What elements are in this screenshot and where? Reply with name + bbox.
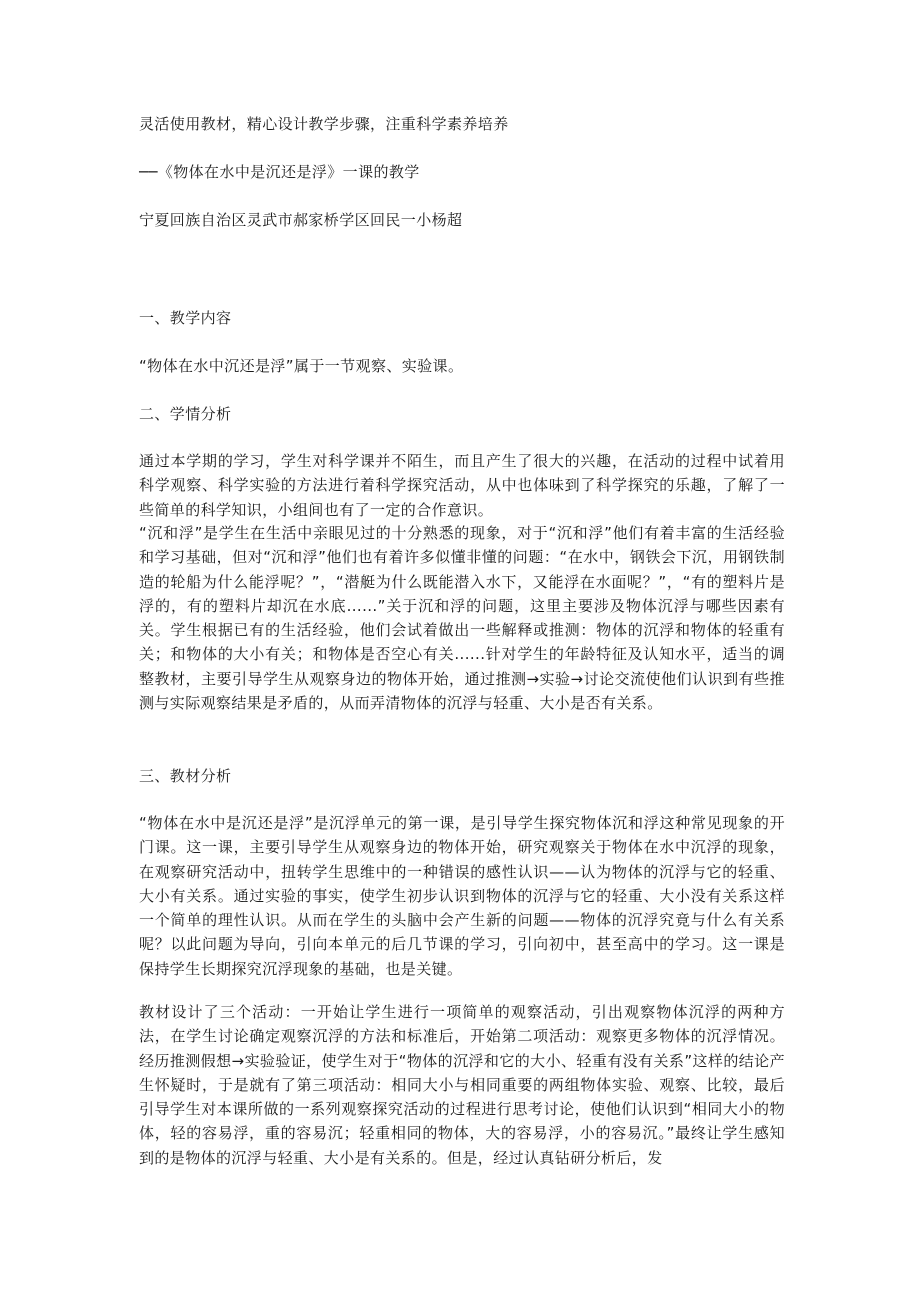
paragraph-material-analysis-1: “物体在水中是沉还是浮”是沉浮单元的第一课，是引导学生探究物体沉和浮这种常见现象的开门课。这一课，主要引导学生从观察身边的物体开始，研究观察关于物体在水中沉浮的现象，在观察研究活动中，扭转学生思维中的一种错误的感性认识——认为物体的沉浮与它的轻重、大小有关系。通过实验的事实，使学生初步认识到物体的沉浮与它的轻重、大小没有关系这样一个简单的理性认识。从而在学生的头脑中会产生新的问题——物体的沉浮究竟与什么有关系呢？以此问题为导向，引向本单元的后几节课的学习，引向初中，甚至高中的学习。这一课是保持学生长期探究沉浮现象的基础，也是关键。 [139, 814, 785, 978]
section-heading-material-analysis: 三、教材分析 [139, 767, 232, 785]
section-heading-learner-analysis: 二、学情分析 [139, 405, 232, 423]
document-author: 宁夏回族自治区灵武市郝家桥学区回民一小杨超 [139, 211, 463, 229]
paragraph-material-analysis-2: 教材设计了三个活动：一开始让学生进行一项简单的观察活动，引出观察物体沉浮的两种方法，在学生讨论确定观察沉浮的方法和标准后，开始第二项活动：观察更多物体的沉浮情况。经历推测假想→实验验证，使学生对于“物体的沉浮和它的大小、轻重有没有关系”这样的结论产生怀疑时，于是就有了第三项活动：相同大小与相同重要的两组物体实验、观察、比较，最后引导学生对本课所做的一系列观察探究活动的过程进行思考讨论，使他们认识到“相同大小的物体，轻的容易浮，重的容易沉；轻重相同的物体，大的容易浮，小的容易沉。”最终让学生感知到的是物体的沉浮与轻重、大小是有关系的。但是，经过认真钻研分析后，发 [139, 1003, 785, 1167]
paragraph-learner-analysis-1: 通过本学期的学习，学生对科学课并不陌生，而且产生了很大的兴趣，在活动的过程中试着用科学观察、科学实验的方法进行着科学探究活动，从中也体味到了科学探究的乐趣，了解了一些简单的科学知识，小组间也有了一定的合作意识。 [139, 452, 785, 519]
document-title: 灵活使用教材，精心设计教学步骤，注重科学素养培养 [139, 115, 509, 133]
paragraph-learner-analysis-2: “沉和浮”是学生在生活中亲眼见过的十分熟悉的现象，对于“沉和浮”他们有着丰富的生活经验和学习基础，但对“沉和浮”他们也有着许多似懂非懂的问题：“在水中，钢铁会下沉，用钢铁制造的轮船为什么能浮呢？”，“潜艇为什么既能潜入水下，又能浮在水面呢？”，“有的塑料片是浮的，有的塑料片却沉在水底......”关于沉和浮的问题，这里主要涉及物体沉浮与哪些因素有关。学生根据已有的生活经验，他们会试着做出一些解释或推测：物体的沉浮和物体的轻重有关；和物体的大小有关；和物体是否空心有关......针对学生的年龄特征及认知水平，适当的调整教材，主要引导学生从观察身边的物体开始，通过推测→实验→讨论交流使他们认识到有些推测与实际观察结果是矛盾的，从而弄清物体的沉浮与轻重、大小是否有关系。 [139, 524, 785, 713]
section-heading-teaching-content: 一、教学内容 [139, 309, 232, 327]
section-text-teaching-content: “物体在水中沉还是浮”属于一节观察、实验课。 [139, 357, 464, 375]
document-subtitle: ──《物体在水中是沉还是浮》一课的教学 [139, 163, 420, 181]
